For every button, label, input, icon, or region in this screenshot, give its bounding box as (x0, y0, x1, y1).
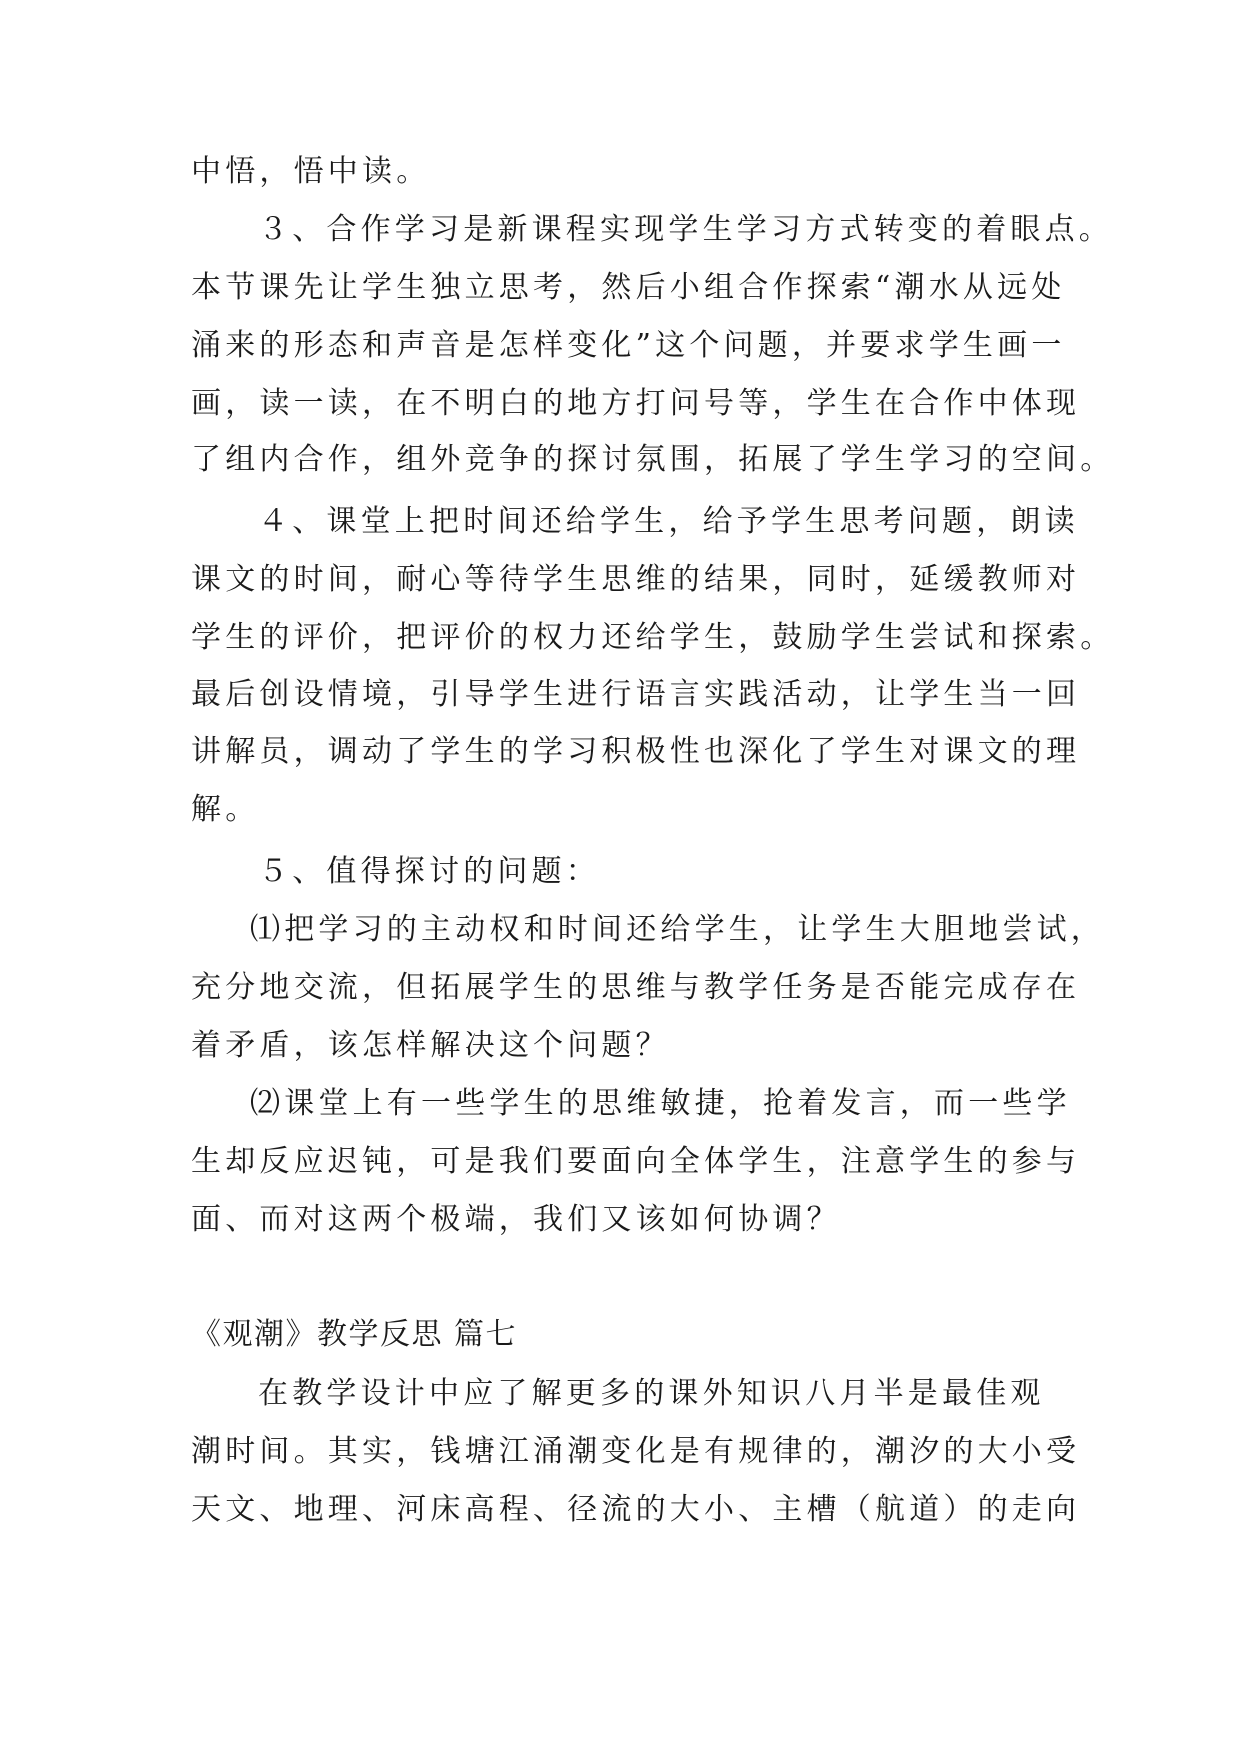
text-line: 课文的时间，耐心等待学生思维的结果，同时，延缓教师对 (191, 562, 1081, 597)
text-line: 画，读一读，在不明白的地方打问号等，学生在合作中体现 (191, 386, 1081, 421)
text-line: 涌来的形态和声音是怎样变化”这个问题，并要求学生画一 (191, 328, 1066, 363)
text-line: 了组内合作，组外竞争的探讨氛围，拓展了学生学习的空间。 (191, 442, 1115, 477)
text-line: 解。 (191, 792, 260, 827)
text-line: 中悟，悟中读。 (191, 154, 431, 189)
text-line: 潮时间。其实，钱塘江涌潮变化是有规律的，潮汐的大小受 (191, 1434, 1081, 1469)
paragraph-5-heading: ５、值得探讨的问题： (258, 854, 600, 889)
text-line: 天文、地理、河床高程、径流的大小、主槽（航道）的走向 (191, 1492, 1081, 1527)
text-line: 面、而对这两个极端，我们又该如何协调？ (191, 1202, 841, 1237)
text-line: 讲解员，调动了学生的学习积极性也深化了学生对课文的理 (191, 734, 1081, 769)
question-2-first-line: ⑵课堂上有一些学生的思维敏捷，抢着发言，而一些学 (250, 1086, 1071, 1121)
text-line: 充分地交流，但拓展学生的思维与教学任务是否能完成存在 (191, 970, 1081, 1005)
section-first-line: 在教学设计中应了解更多的课外知识八月半是最佳观 (258, 1376, 1045, 1411)
text-line: 学生的评价，把评价的权力还给学生，鼓励学生尝试和探索。 (191, 620, 1115, 655)
text-line: 生却反应迟钝，可是我们要面向全体学生，注意学生的参与 (191, 1144, 1081, 1179)
paragraph-4-first-line: ４、课堂上把时间还给学生，给予学生思考问题，朗读 (258, 504, 1079, 539)
text-line: 最后创设情境，引导学生进行语言实践活动，让学生当一回 (191, 677, 1081, 712)
text-line: 本节课先让学生独立思考，然后小组合作探索“潮水从远处 (191, 270, 1066, 305)
section-title: 《观潮》教学反思 篇七 (191, 1317, 518, 1352)
text-line: 着矛盾，该怎样解决这个问题？ (191, 1028, 670, 1063)
question-1-first-line: ⑴把学习的主动权和时间还给学生，让学生大胆地尝试， (250, 912, 1105, 947)
paragraph-3-first-line: ３、合作学习是新课程实现学生学习方式转变的着眼点。 (258, 212, 1113, 247)
